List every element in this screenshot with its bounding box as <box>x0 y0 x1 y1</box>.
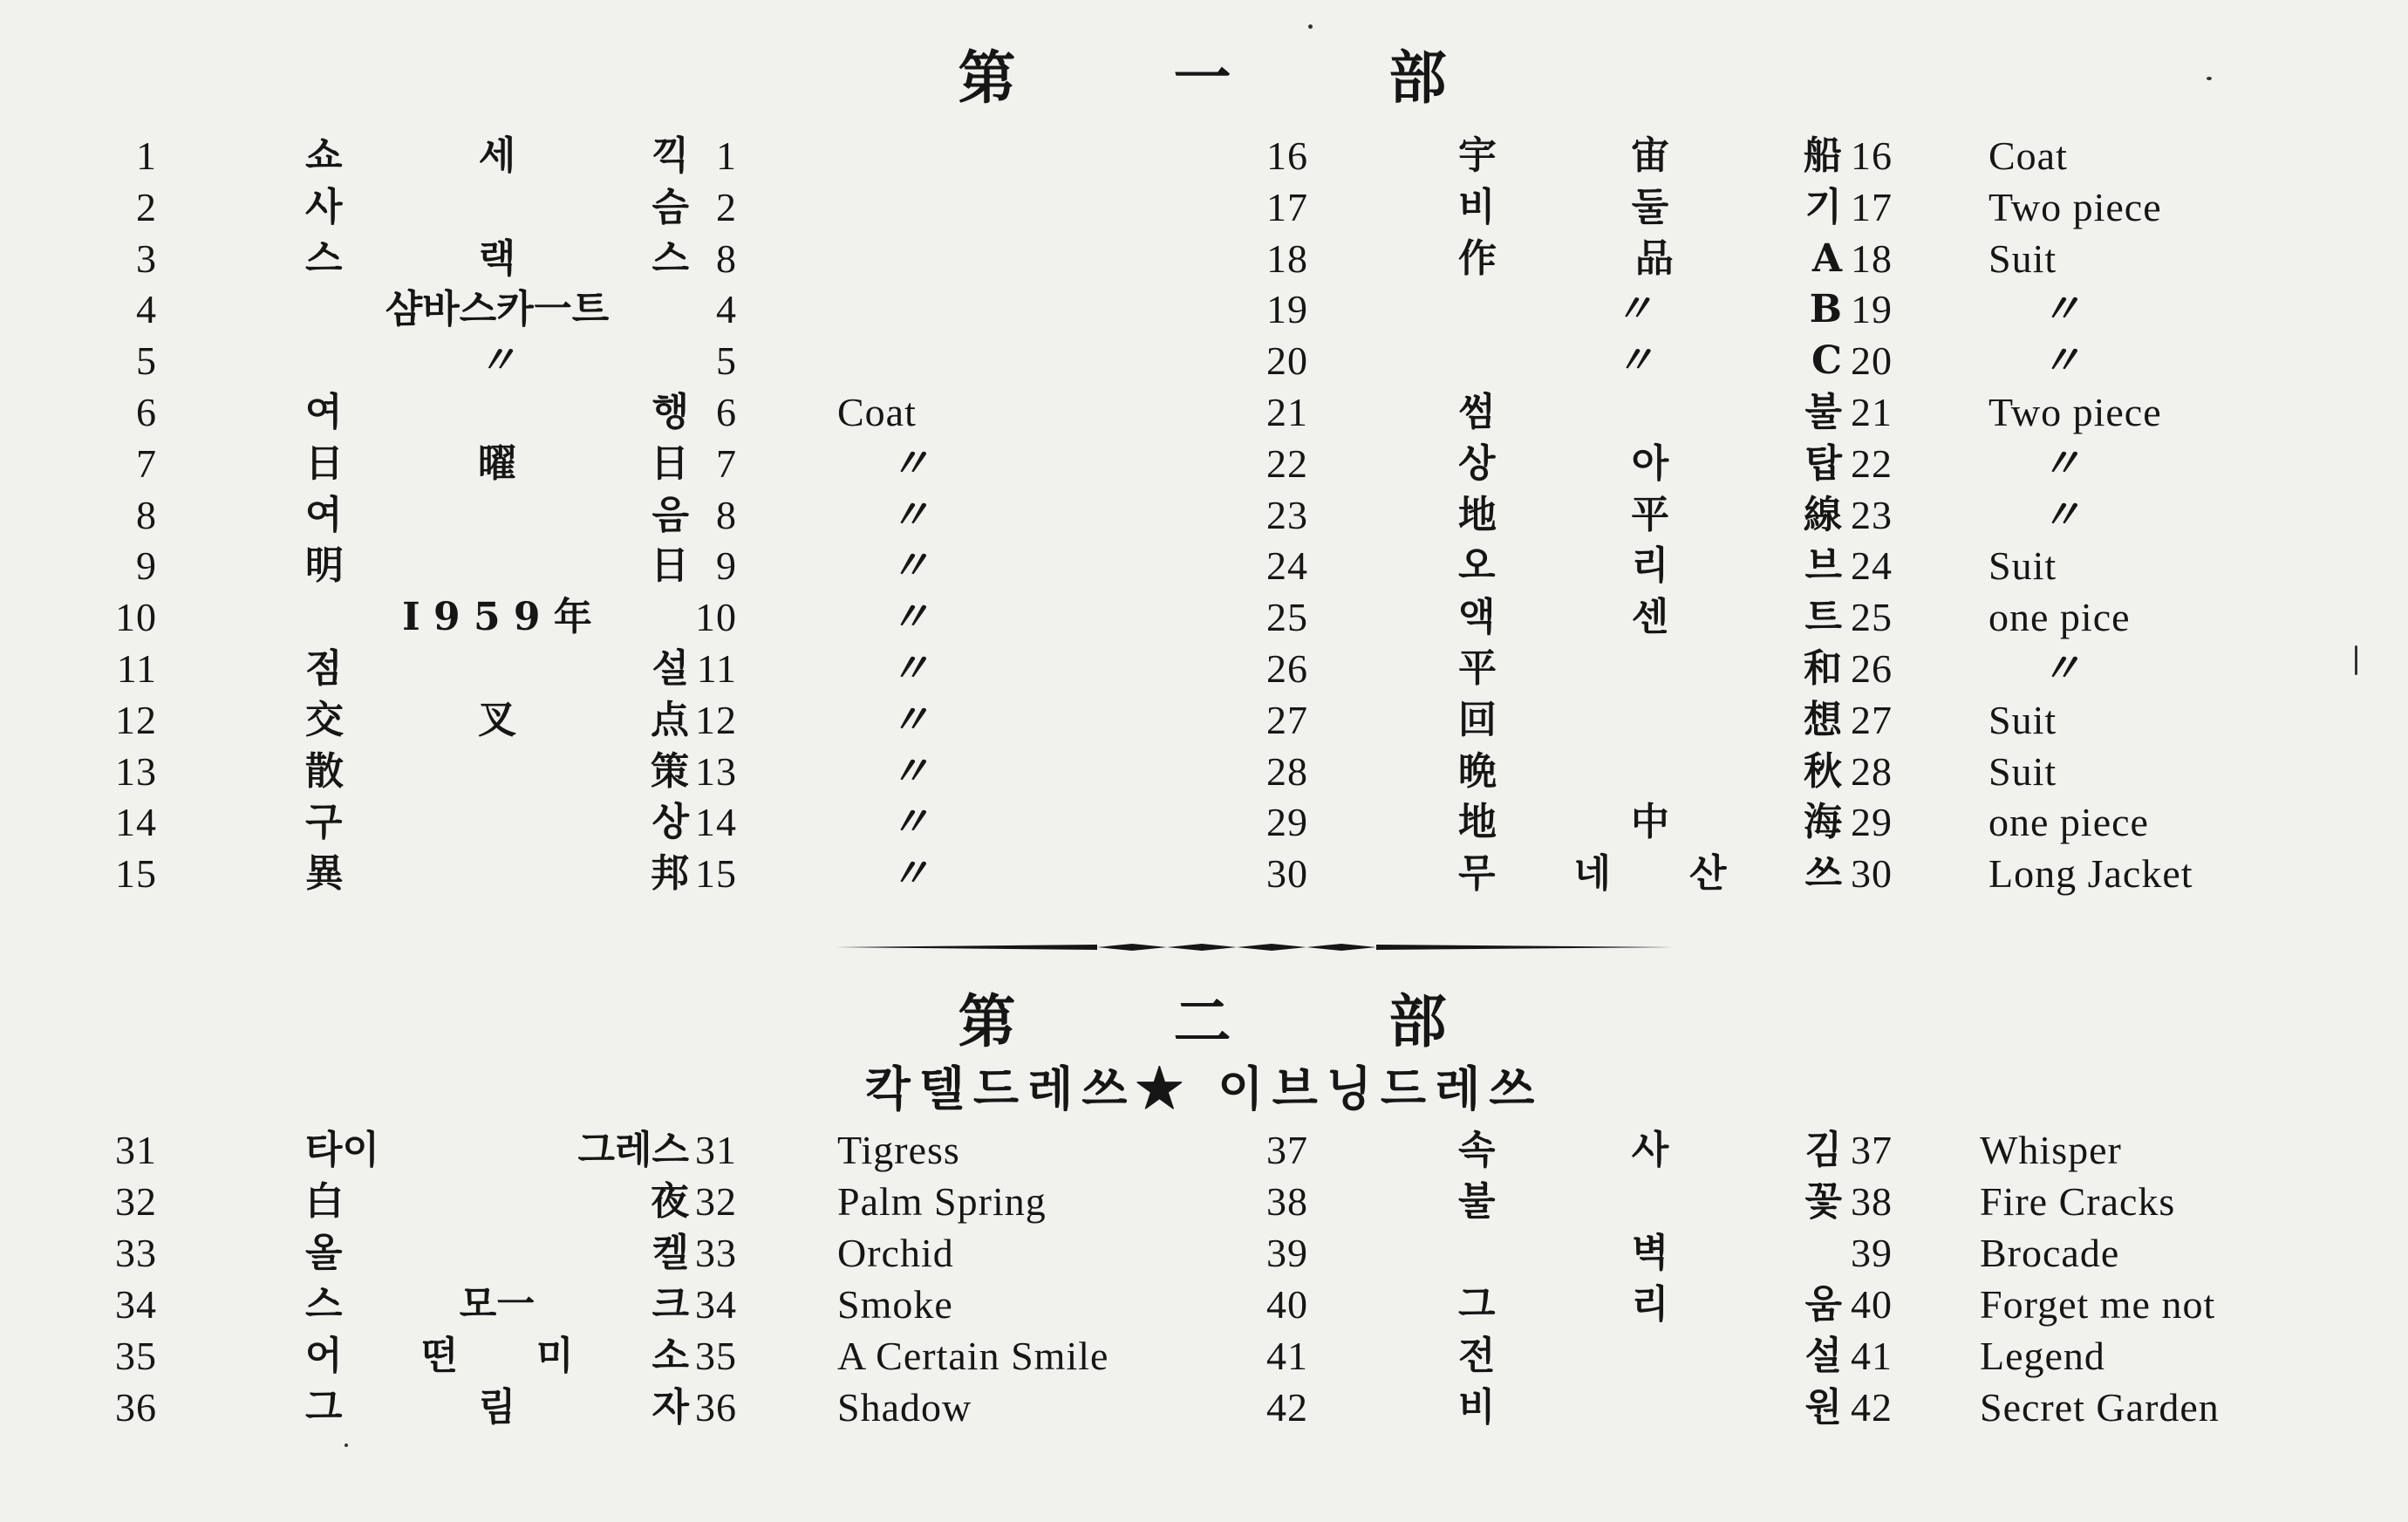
item-number-repeat: 8 <box>716 492 737 537</box>
part2-heading-char: 第 <box>958 987 1020 1055</box>
title-char: 불 <box>1458 1179 1496 1224</box>
title-char: 어 <box>305 1334 343 1378</box>
part1-heading-char: 第 <box>958 44 1020 112</box>
list-item <box>0 234 2408 284</box>
title-char: 秋 <box>1804 748 1842 794</box>
part1-heading-char: 部 <box>1388 44 1450 112</box>
item-garment-type: 〃 <box>890 543 931 589</box>
item-number: 5 <box>136 338 157 384</box>
item-number: 37 <box>1266 1128 1308 1172</box>
title-char: 김 <box>1804 1128 1842 1172</box>
list-item <box>0 439 2408 489</box>
item-garment-type: one pice <box>1988 595 2131 640</box>
title-char: 자 <box>651 1385 689 1430</box>
item-number-repeat: 29 <box>1851 800 1893 845</box>
title-char: 그 <box>305 1385 343 1430</box>
item-number-repeat: 33 <box>695 1231 737 1275</box>
title-char: 그레스 <box>577 1128 689 1172</box>
title-char: 미 <box>535 1334 574 1378</box>
title-char: 日 <box>651 440 689 486</box>
title-char: 宇 <box>1458 133 1497 178</box>
title-char: 타이 <box>305 1128 380 1172</box>
item-number-repeat: 24 <box>1851 543 1893 589</box>
item-number: 17 <box>1266 184 1308 229</box>
item-number-repeat: 39 <box>1851 1231 1893 1275</box>
item-number: 21 <box>1266 390 1308 434</box>
title-char: 액 <box>1458 595 1496 640</box>
title-char: 散 <box>305 748 344 794</box>
item-number-repeat: 34 <box>695 1282 737 1327</box>
item-number: 3 <box>136 235 157 281</box>
list-item <box>0 387 2408 438</box>
title-char: 여 <box>305 390 343 434</box>
item-number-repeat: 30 <box>1851 851 1893 897</box>
item-garment-type: 〃 <box>2041 338 2082 384</box>
item-garment-type: Legend <box>1980 1334 2105 1378</box>
part2-heading <box>0 975 2408 1058</box>
title-char: 스 <box>305 235 343 281</box>
item-number: 14 <box>115 800 157 845</box>
item-number: 9 <box>136 543 157 589</box>
list-item <box>0 1382 2408 1433</box>
title-char: 상 <box>1458 440 1496 486</box>
title-char: 叉 <box>478 697 516 742</box>
item-korean-title <box>1458 490 1842 541</box>
item-number-repeat: 40 <box>1851 1282 1893 1327</box>
title-char: 策 <box>651 748 689 794</box>
item-number: 30 <box>1266 851 1308 897</box>
part2-heading-char: 二 <box>1173 987 1235 1055</box>
part2-subheading <box>0 1052 2408 1119</box>
item-number: 11 <box>116 646 157 691</box>
title-char: 線 <box>1804 492 1842 537</box>
item-number-repeat: 4 <box>716 287 737 332</box>
title-char: 스 <box>651 235 689 281</box>
item-number: 38 <box>1266 1179 1308 1224</box>
item-korean-title <box>1458 336 1842 386</box>
item-garment-type: 〃 <box>890 748 931 794</box>
item-garment-type: 〃 <box>2041 287 2082 332</box>
item-garment-type: Shadow <box>837 1385 972 1430</box>
title-char: 사 <box>305 184 343 229</box>
item-garment-type: Tigress <box>837 1128 960 1172</box>
title-char: 기 <box>1804 184 1842 229</box>
item-number-repeat: 35 <box>695 1334 737 1378</box>
title-char: 설 <box>651 646 689 691</box>
item-number: 36 <box>115 1385 157 1430</box>
title-char: 상 <box>651 800 689 845</box>
item-number: 25 <box>1266 595 1308 640</box>
item-number: 8 <box>136 492 157 537</box>
item-number-repeat: 31 <box>695 1128 737 1172</box>
title-char: 산 <box>1688 851 1727 897</box>
item-garment-type: 〃 <box>890 800 931 845</box>
item-garment-type: Coat <box>1988 133 2068 178</box>
list-item <box>0 1125 2408 1176</box>
item-number-repeat: 25 <box>1851 595 1893 640</box>
title-char: 불 <box>1804 390 1842 434</box>
title-char: 平 <box>1631 492 1669 537</box>
item-korean-title <box>1458 387 1842 438</box>
item-garment-type: Whisper <box>1980 1128 2122 1172</box>
item-korean-title <box>1458 1177 1842 1227</box>
item-number: 24 <box>1266 543 1308 589</box>
item-garment-type: 〃 <box>2041 646 2082 691</box>
item-garment-type: Suit <box>1988 748 2057 794</box>
title-char: 曜 <box>478 440 516 486</box>
item-number: 42 <box>1266 1385 1308 1430</box>
item-garment-type: Two piece <box>1988 184 2162 229</box>
item-korean-title <box>1458 182 1842 233</box>
title-char: 〃 <box>1614 287 1654 332</box>
item-korean-title <box>1458 1382 1842 1433</box>
list-item <box>0 747 2408 797</box>
title-char: 끽 <box>651 133 689 178</box>
item-garment-type: 〃 <box>890 646 931 691</box>
item-garment-type: Smoke <box>837 1282 953 1327</box>
item-garment-type: Suit <box>1988 235 2057 281</box>
item-number-repeat: 23 <box>1851 492 1893 537</box>
title-char: 점 <box>305 646 343 691</box>
title-char: 여 <box>305 492 343 537</box>
item-number-repeat: 1 <box>716 133 737 178</box>
item-korean-title <box>1458 592 1842 643</box>
title-char: 明 <box>305 543 344 589</box>
item-number-repeat: 15 <box>695 851 737 897</box>
title-char: 브 <box>1804 543 1842 589</box>
title-char: 움 <box>1804 1282 1842 1327</box>
item-korean-title <box>1458 131 1842 181</box>
item-number: 2 <box>136 184 157 229</box>
item-number: 22 <box>1266 440 1308 486</box>
title-char: I 9 5 9 年 <box>402 595 592 640</box>
item-garment-type: Long Jacket <box>1988 851 2193 897</box>
item-korean-title <box>1458 1125 1842 1176</box>
paper-speck <box>344 1444 348 1447</box>
item-number-repeat: 20 <box>1851 338 1893 384</box>
item-number: 7 <box>136 440 157 486</box>
item-number: 35 <box>115 1334 157 1378</box>
item-korean-title <box>1458 797 1842 848</box>
item-number-repeat: 13 <box>695 748 737 794</box>
item-number: 16 <box>1266 133 1308 178</box>
item-garment-type: Fire Cracks <box>1980 1179 2176 1224</box>
item-garment-type: Brocade <box>1980 1231 2120 1275</box>
title-char: 中 <box>1631 800 1669 845</box>
part1-heading-char: 一 <box>1173 44 1235 112</box>
item-number: 33 <box>115 1231 157 1275</box>
list-item <box>0 1331 2408 1382</box>
title-char: 꽃 <box>1804 1179 1842 1224</box>
title-char: 샴바스카一트 <box>385 287 610 332</box>
title-char: 썸 <box>1458 390 1496 434</box>
title-char: 船 <box>1804 133 1842 178</box>
item-number: 1 <box>136 133 157 178</box>
list-item <box>0 490 2408 541</box>
title-char: 모一 <box>459 1282 535 1327</box>
item-garment-type: Two piece <box>1988 390 2162 434</box>
item-garment-type: Coat <box>837 390 917 434</box>
item-korean-title <box>1458 644 1842 694</box>
list-item <box>0 1280 2408 1330</box>
list-item <box>0 849 2408 899</box>
title-char: 〃 <box>1615 338 1654 384</box>
item-number-repeat: 11 <box>696 646 737 691</box>
item-korean-title <box>1458 747 1842 797</box>
item-number-repeat: 19 <box>1851 287 1893 332</box>
part1-heading <box>0 31 2408 114</box>
item-number: 26 <box>1266 646 1308 691</box>
item-garment-type: Suit <box>1988 543 2057 589</box>
item-number: 27 <box>1266 697 1308 742</box>
item-number: 15 <box>115 851 157 897</box>
title-char: 탑 <box>1804 440 1842 486</box>
title-char: 오 <box>1458 543 1496 589</box>
list-item <box>0 541 2408 591</box>
title-char: 속 <box>1458 1128 1496 1172</box>
item-number-repeat: 2 <box>716 184 737 229</box>
item-number-repeat: 5 <box>716 338 737 384</box>
title-char: B <box>1809 287 1842 332</box>
title-char: 비 <box>1458 184 1496 229</box>
item-number: 6 <box>136 390 157 434</box>
title-char: 소 <box>651 1334 689 1378</box>
item-garment-type: 〃 <box>890 440 931 486</box>
item-korean-title <box>1458 1228 1842 1279</box>
item-korean-title <box>1458 1280 1842 1330</box>
item-number: 20 <box>1266 338 1308 384</box>
paper-speck <box>2207 77 2212 80</box>
title-char: 행 <box>651 390 689 434</box>
item-number-repeat: 10 <box>695 595 737 640</box>
title-char: 白 <box>305 1179 344 1224</box>
item-garment-type: one piece <box>1988 800 2149 845</box>
title-char: 음 <box>651 492 689 537</box>
item-number-repeat: 38 <box>1851 1179 1893 1224</box>
item-garment-type: Suit <box>1988 697 2057 742</box>
list-item <box>0 644 2408 694</box>
title-char: 品 <box>1634 235 1674 281</box>
item-number-repeat: 14 <box>695 800 737 845</box>
item-number-repeat: 17 <box>1851 184 1893 229</box>
item-garment-type: Palm Spring <box>837 1179 1047 1224</box>
item-number-repeat: 26 <box>1851 646 1893 691</box>
title-char: 平 <box>1458 646 1497 691</box>
title-char: 스 <box>305 1282 343 1327</box>
list-item <box>0 797 2408 848</box>
title-char: 구 <box>305 800 343 845</box>
title-char: 쇼 <box>305 133 343 178</box>
title-char: 地 <box>1458 492 1497 537</box>
title-char: 세 <box>478 133 516 178</box>
paper-speck <box>2355 645 2357 675</box>
item-number: 31 <box>115 1128 157 1172</box>
title-char: 전 <box>1458 1334 1496 1378</box>
list-item <box>0 182 2408 233</box>
item-korean-title <box>1458 284 1842 335</box>
item-number-repeat: 18 <box>1851 235 1893 281</box>
item-number-repeat: 12 <box>695 697 737 742</box>
title-char: 네 <box>1573 851 1611 897</box>
item-number: 13 <box>115 748 157 794</box>
part2-heading-char: 部 <box>1388 987 1450 1055</box>
star-icon: ★ <box>1136 1061 1192 1116</box>
item-number: 12 <box>115 697 157 742</box>
title-char: 交 <box>305 697 344 742</box>
item-number-repeat: 36 <box>695 1385 737 1430</box>
item-number-repeat: 22 <box>1851 440 1893 486</box>
list-item <box>0 592 2408 643</box>
item-garment-type: 〃 <box>890 851 931 897</box>
list-item <box>0 336 2408 386</box>
item-garment-type: 〃 <box>890 697 931 742</box>
item-number: 28 <box>1266 748 1308 794</box>
item-korean-title <box>1458 695 1842 746</box>
item-number-repeat: 9 <box>716 543 737 589</box>
item-garment-type: 〃 <box>890 492 931 537</box>
item-number-repeat: 37 <box>1851 1128 1893 1172</box>
title-char: 아 <box>1631 440 1669 486</box>
item-number-repeat: 7 <box>716 440 737 486</box>
list-item <box>0 131 2408 181</box>
item-number-repeat: 8 <box>716 235 737 281</box>
item-number: 32 <box>115 1179 157 1224</box>
item-number: 10 <box>115 595 157 640</box>
item-garment-type: Forget me not <box>1980 1282 2216 1327</box>
title-char: 回 <box>1458 697 1497 742</box>
title-char: 비 <box>1458 1385 1496 1430</box>
title-char: 센 <box>1631 595 1669 640</box>
title-char: C <box>1811 338 1842 384</box>
title-char: A <box>1811 235 1842 281</box>
item-garment-type: Orchid <box>837 1231 954 1275</box>
ornamental-divider <box>836 942 1673 952</box>
title-char: 슴 <box>651 184 689 229</box>
list-item <box>0 1177 2408 1227</box>
title-char: 사 <box>1631 1128 1669 1172</box>
item-garment-type: 〃 <box>2041 492 2082 537</box>
title-char: 크 <box>651 1282 689 1327</box>
title-char: 림 <box>478 1385 516 1430</box>
list-item <box>0 695 2408 746</box>
title-char: 邦 <box>651 851 689 897</box>
item-number-repeat: 42 <box>1851 1385 1893 1430</box>
title-char: 무 <box>1458 851 1496 897</box>
title-char: 그 <box>1458 1282 1496 1327</box>
item-number: 4 <box>136 287 157 332</box>
title-char: 想 <box>1804 697 1842 742</box>
item-korean-title <box>1458 541 1842 591</box>
item-garment-type: 〃 <box>2041 440 2082 486</box>
title-char: 벽 <box>1631 1231 1669 1275</box>
title-char: 랙 <box>478 235 516 281</box>
title-char: 晩 <box>1458 748 1497 794</box>
title-char: 리 <box>1631 1282 1669 1327</box>
item-number: 40 <box>1266 1282 1308 1327</box>
item-korean-title <box>1458 234 1842 284</box>
title-char: 日 <box>651 543 689 589</box>
item-garment-type: 〃 <box>890 595 931 640</box>
title-char: 떤 <box>420 1334 458 1378</box>
title-char: 둘 <box>1631 184 1669 229</box>
title-char: 宙 <box>1631 133 1669 178</box>
title-char: 트 <box>1804 595 1842 640</box>
item-number-repeat: 32 <box>695 1179 737 1224</box>
list-item <box>0 284 2408 335</box>
item-number: 19 <box>1266 287 1308 332</box>
item-number-repeat: 21 <box>1851 390 1893 434</box>
item-korean-title <box>1458 1331 1842 1382</box>
item-number-repeat: 41 <box>1851 1334 1893 1378</box>
paper-speck <box>1308 24 1313 29</box>
item-number-repeat: 28 <box>1851 748 1893 794</box>
title-char: 리 <box>1631 543 1669 589</box>
title-char: 点 <box>651 697 689 742</box>
title-char: 海 <box>1804 800 1842 845</box>
item-korean-title <box>1458 849 1842 899</box>
item-number: 41 <box>1266 1334 1308 1378</box>
title-char: 作 <box>1458 235 1497 281</box>
item-number-repeat: 27 <box>1851 697 1893 742</box>
item-garment-type: Secret Garden <box>1980 1385 2220 1430</box>
item-korean-title <box>1458 439 1842 489</box>
item-number: 18 <box>1266 235 1308 281</box>
title-char: 日 <box>305 440 344 486</box>
evening-dress-label: 이브닝드레쓰 <box>1218 1061 1544 1116</box>
title-char: 〃 <box>478 338 516 384</box>
item-number: 39 <box>1266 1231 1308 1275</box>
title-char: 설 <box>1804 1334 1842 1378</box>
list-item <box>0 1228 2408 1279</box>
item-number: 29 <box>1266 800 1308 845</box>
title-char: 夜 <box>651 1179 689 1224</box>
item-number: 23 <box>1266 492 1308 537</box>
item-number-repeat: 16 <box>1851 133 1893 178</box>
item-garment-type: A Certain Smile <box>837 1334 1109 1378</box>
title-char: 地 <box>1458 800 1497 845</box>
item-number-repeat: 6 <box>716 390 737 434</box>
title-char: 和 <box>1804 646 1842 691</box>
item-number: 34 <box>115 1282 157 1327</box>
title-char: 켈 <box>651 1231 689 1275</box>
title-char: 쓰 <box>1804 851 1842 897</box>
cocktail-dress-label: 칵텔드레쓰 <box>864 1061 1136 1116</box>
title-char: 異 <box>305 851 344 897</box>
title-char: 원 <box>1804 1385 1842 1430</box>
title-char: 올 <box>305 1231 343 1275</box>
